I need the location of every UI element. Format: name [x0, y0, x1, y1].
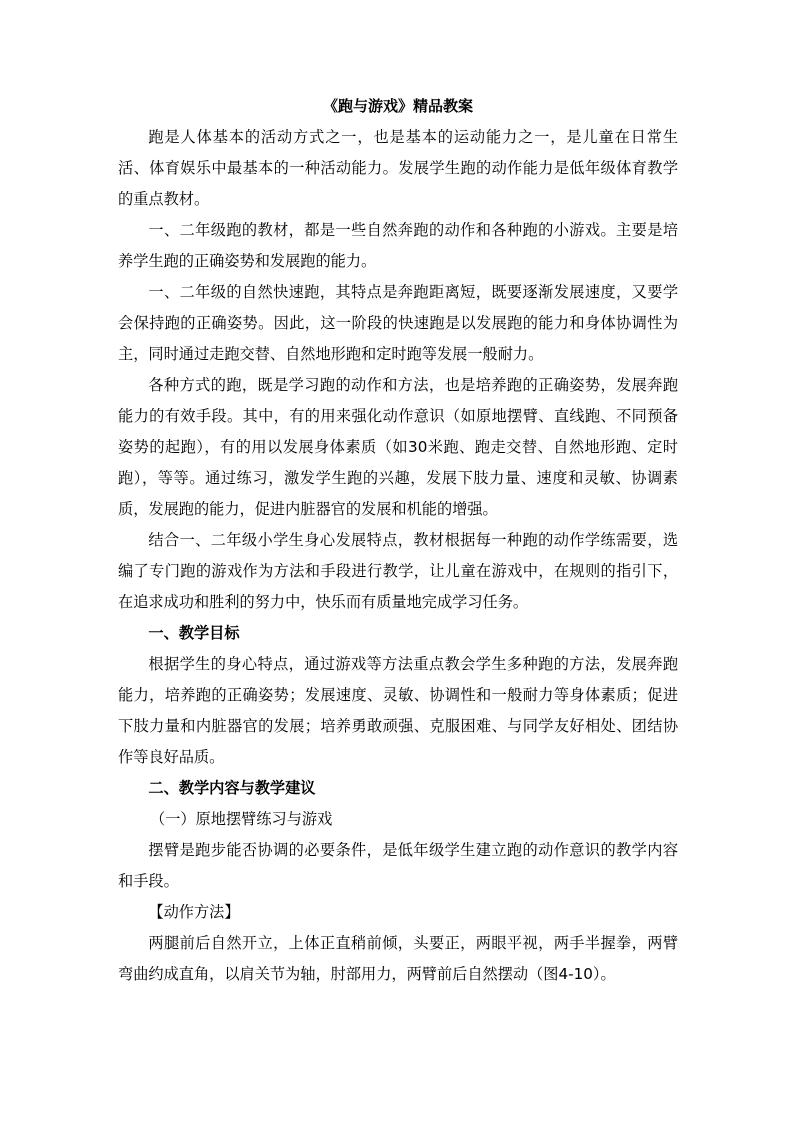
document-page [118, 96, 678, 990]
section-heading-content: 二、教学内容与教学建议 [148, 779, 316, 797]
subsection-heading-arm-swing: （一）原地摆臂练习与游戏 [150, 810, 333, 828]
paragraph-fast-run: 一、二年级的自然快速跑，其特点是奔跑距离短，既要逐渐发展速度，又要学会保持跑的正确姿势。因此，这一阶段的快速跑是以发展跑的能力和身体协调性为主，同时通过走跑交替、自然地形跑和定时跑等发展一般耐力。 [118, 283, 678, 363]
paragraph-method: 两腿前后自然开立，上体正直稍前倾，头要正，两眼平视，两手半握拳，两臂弯曲约成直角，以肩关节为轴，肘部用力，两臂前后自然摆动（图4-10）。 [118, 934, 678, 983]
paragraph-grade-material: 一、二年级跑的教材，都是一些自然奔跑的动作和各种跑的小游戏。主要是培养学生跑的正确姿势和发展跑的能力。 [118, 221, 678, 270]
paragraph-games: 结合一、二年级小学生身心发展特点，教材根据每一种跑的动作学练需要，选编了专门跑的游戏作为方法和手段进行教学，让儿童在游戏中，在规则的指引下，在追求成功和胜利的努力中，快乐而有质量地完成学习任务。 [118, 531, 678, 611]
paragraph-intro: 跑是人体基本的活动方式之一，也是基本的运动能力之一，是儿童在日常生活、体育娱乐中最基本的一种活动能力。发展学生跑的动作能力是低年级体育教学的重点教材。 [118, 128, 678, 208]
paragraph-run-methods: 各种方式的跑，既是学习跑的动作和方法，也是培养跑的正确姿势，发展奔跑能力的有效手段。其中，有的用来强化动作意识（如原地摆臂、直线跑、不同预备姿势的起跑），有的用以发展身体素质（如30米跑、跑走交替、自然地形跑、定时跑），等等。通过练习，激发学生跑的兴趣，发展下肢力量、速度和灵敏、协调素质，发展跑的能力，促进内脏器官的发展和机能的增强。 [118, 376, 678, 518]
paragraph-objectives: 根据学生的身心特点，通过游戏等方法重点教会学生多种跑的方法，发展奔跑能力，培养跑的正确姿势；发展速度、灵敏、协调性和一般耐力等身体素质；促进下肢力量和内脏器官的发展；培养勇敢顽强、克服困难、与同学友好相处、团结协作等良好品质。 [118, 655, 678, 766]
method-label: 【动作方法】 [148, 903, 240, 921]
document-title: 《跑与游戏》精品教案 [322, 97, 473, 115]
section-heading-objectives: 一、教学目标 [148, 624, 240, 642]
paragraph-arm-swing: 摆臂是跑步能否协调的必要条件，是低年级学生建立跑的动作意识的教学内容和手段。 [118, 841, 678, 890]
